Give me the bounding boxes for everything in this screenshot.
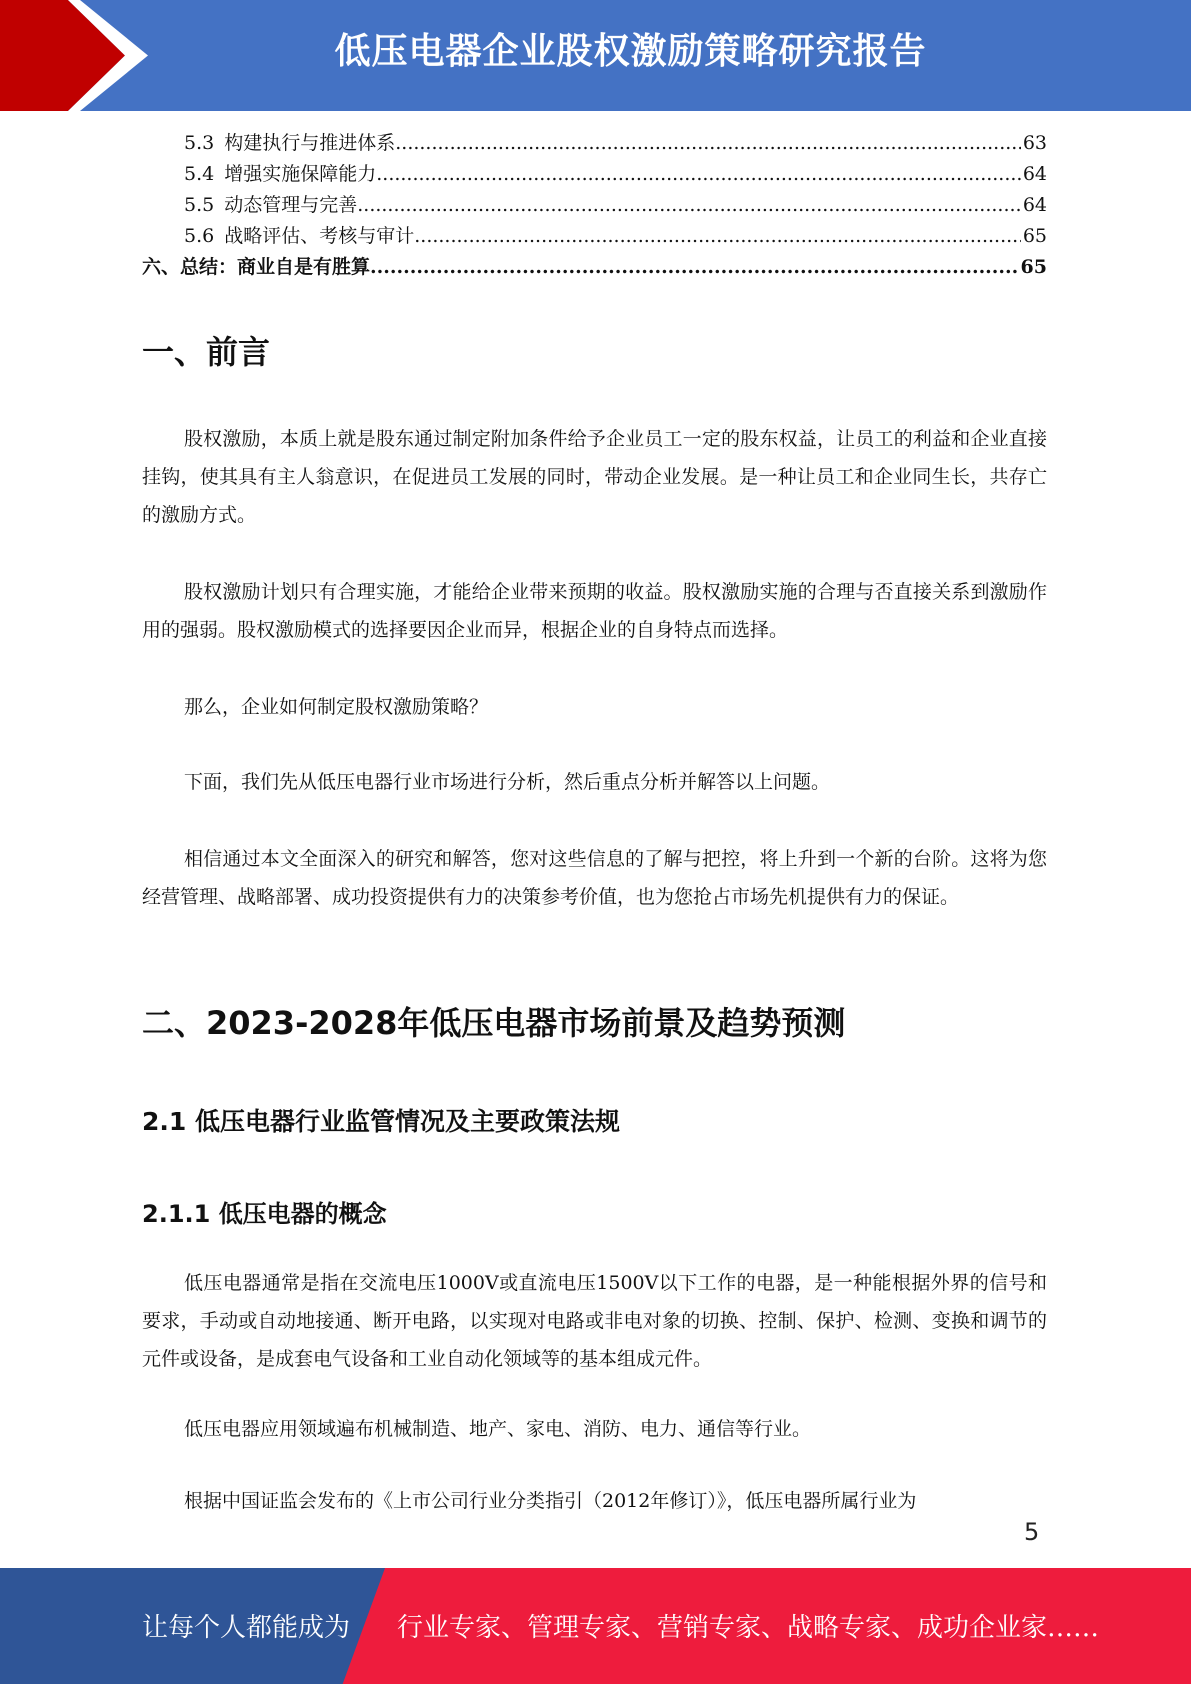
- header-chevron-decoration: [0, 0, 160, 111]
- footer-slogan-right: 行业专家、管理专家、营销专家、战略专家、成功企业家……: [397, 1613, 1100, 1643]
- paragraph: 下面，我们先从低压电器行业市场进行分析，然后重点分析并解答以上问题。: [184, 771, 831, 793]
- paragraph: 低压电器通常是指在交流电压1000V或直流电压1500V以下工作的电器，是一种能根据外界的信号和要求，手动或自动地接通、断开电路，以实现对电路或非电对象的切换、控制、保护、检测、变换和调节的元件或设备，是成套电气设备和工业自动化领域等的基本组成元件。: [142, 1272, 1047, 1370]
- page-footer: [0, 1568, 1191, 1684]
- toc-entry-label: 动态管理与完善: [224, 194, 358, 216]
- subsubsection-heading: 2.1.1 低压电器的概念: [142, 1200, 387, 1228]
- toc-entry-number: 5.4: [184, 163, 215, 185]
- toc-entry-number: 5.5: [184, 194, 215, 216]
- paragraph: 那么，企业如何制定股权激励策略？: [184, 696, 489, 718]
- report-title: 低压电器企业股权激励策略研究报告: [334, 31, 927, 72]
- paragraph: 根据中国证监会发布的《上市公司行业分类指引（2012年修订）》，低压电器所属行业为: [184, 1490, 917, 1512]
- paragraph: 股权激励，本质上就是股东通过制定附加条件给予企业员工一定的股东权益，让员工的利益和企业直接挂钩，使其具有主人翁意识，在促进员工发展的同时，带动企业发展。是一种让员工和企业同生长，共存亡的激励方式。: [142, 428, 1047, 526]
- page-number: 5: [1024, 1518, 1040, 1546]
- body-text-area: [142, 0, 1047, 1560]
- toc-entry-number: 5.3: [184, 132, 215, 154]
- toc-entry-label: 构建执行与推进体系: [224, 132, 396, 154]
- toc-entry-number: 5.6: [184, 225, 215, 247]
- paragraph: 股权激励计划只有合理实施，才能给企业带来预期的收益。股权激励实施的合理与否直接关系到激励作用的强弱。股权激励模式的选择要因企业而异，根据企业的自身特点而选择。: [142, 581, 1047, 641]
- toc-entry-page: 63: [1022, 132, 1047, 154]
- toc-entry-label: 战略评估、考核与审计: [224, 225, 415, 247]
- section-heading-preface: 一、前言: [142, 333, 271, 371]
- toc-entry-page: 65: [1020, 256, 1047, 278]
- paragraph: 相信通过本文全面深入的研究和解答，您对这些信息的了解与把控，将上升到一个新的台阶。这将为您经营管理、战略部署、成功投资提供有力的决策参考价值，也为您抢占市场先机提供有力的保证。: [142, 848, 1047, 908]
- toc-entry-label: 增强实施保障能力: [224, 163, 377, 185]
- paragraph: 低压电器应用领域遍布机械制造、地产、家电、消防、电力、通信等行业。: [184, 1418, 812, 1440]
- toc-entry-page: 65: [1022, 225, 1047, 247]
- footer-slogan-left: 让每个人都能成为: [142, 1613, 351, 1643]
- subsection-heading: 2.1 低压电器行业监管情况及主要政策法规: [142, 1107, 620, 1136]
- toc-entry-label: 六、总结：商业自是有胜算: [142, 256, 371, 278]
- toc-entry-page: 64: [1022, 194, 1047, 216]
- section-heading-market-outlook: 二、2023-2028年低压电器市场前景及趋势预测: [142, 1004, 846, 1042]
- toc-entry-page: 64: [1022, 163, 1047, 185]
